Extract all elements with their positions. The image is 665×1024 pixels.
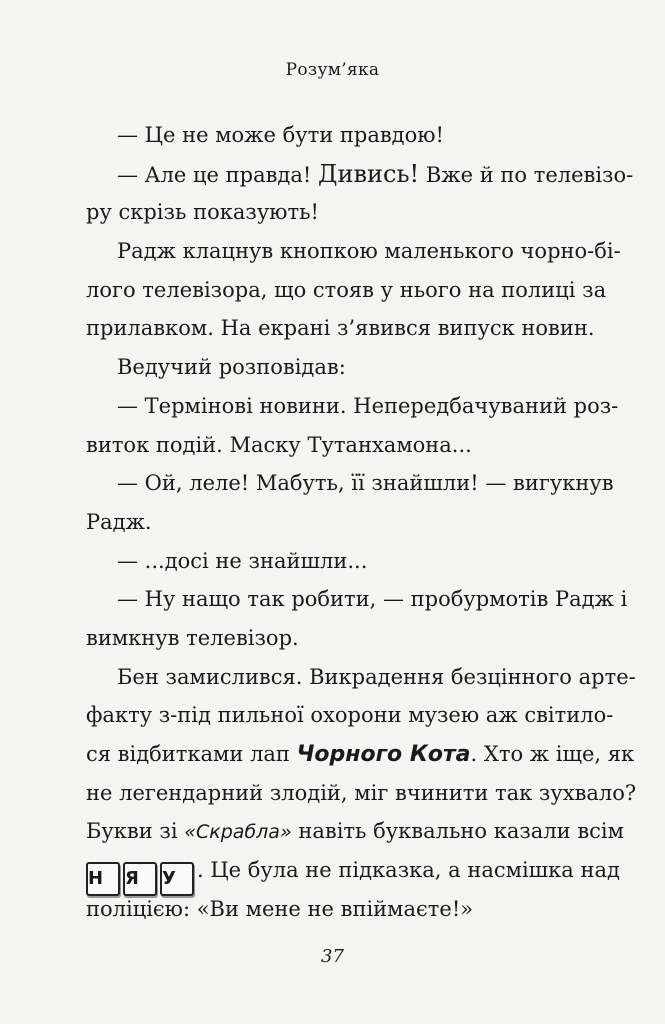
text-line: факту з-під пильної охорони музею аж світило- [86, 703, 614, 728]
text-line: виток подій. Маску Тутанхамона... [86, 432, 472, 457]
page-number: 37 [321, 946, 344, 967]
text-line: вимкнув телевізор. [86, 625, 299, 650]
text-line: — Термінові новини. Непередбачуваний роз- [117, 393, 619, 418]
text-line: Ведучий розповідав: [117, 355, 346, 380]
scrabble-tile: Я [123, 862, 157, 896]
text-line: Радж клацнув кнопкою маленького чорно-бі- [117, 239, 621, 264]
text-line: — Ой, леле! Мабуть, її знайшли! — вигукнув [117, 471, 614, 496]
black-cat-brand: Чорного Кота [296, 742, 471, 767]
text-line: — Це не може бути правдою! [117, 123, 444, 147]
text-line: лого телевізора, що стояв у нього на полиці за [86, 277, 607, 302]
text-line: Н Я У . Це була не підказка, а насмішка над [86, 851, 586, 890]
text-line: Бен замислився. Викрадення безцінного арте- [117, 664, 636, 689]
text-line: не легендарний злодій, міг вчинити так зухвало? [86, 780, 637, 805]
text-line: ся відбитками лап Чорного Кота. Хто ж іще, як [86, 742, 635, 767]
text-line: — ...досі не знайшли... [117, 548, 368, 573]
text-line: — Ну нащо так робити, — пробурмотів Радж і [117, 587, 628, 612]
text-line: прилавком. На екрані з’явився випуск новин. [86, 316, 595, 341]
scrabble-word: «Скрабла» [184, 821, 292, 844]
text-line: Букви зі «Скрабла» навіть буквально казали всім [86, 819, 624, 844]
text-line: Радж. [86, 509, 152, 534]
running-head: Розум’яка [285, 60, 380, 80]
body-text [86, 116, 637, 928]
scrabble-tile: Н [86, 862, 120, 896]
text-line: поліцією: «Ви мене не впіймаєте!» [86, 896, 474, 921]
text-line: ру скрізь показують! [86, 200, 319, 225]
scrabble-tile: У [160, 862, 194, 896]
text-line: — Але це правда! Дивись! Вже й по телевізо- [117, 159, 634, 188]
